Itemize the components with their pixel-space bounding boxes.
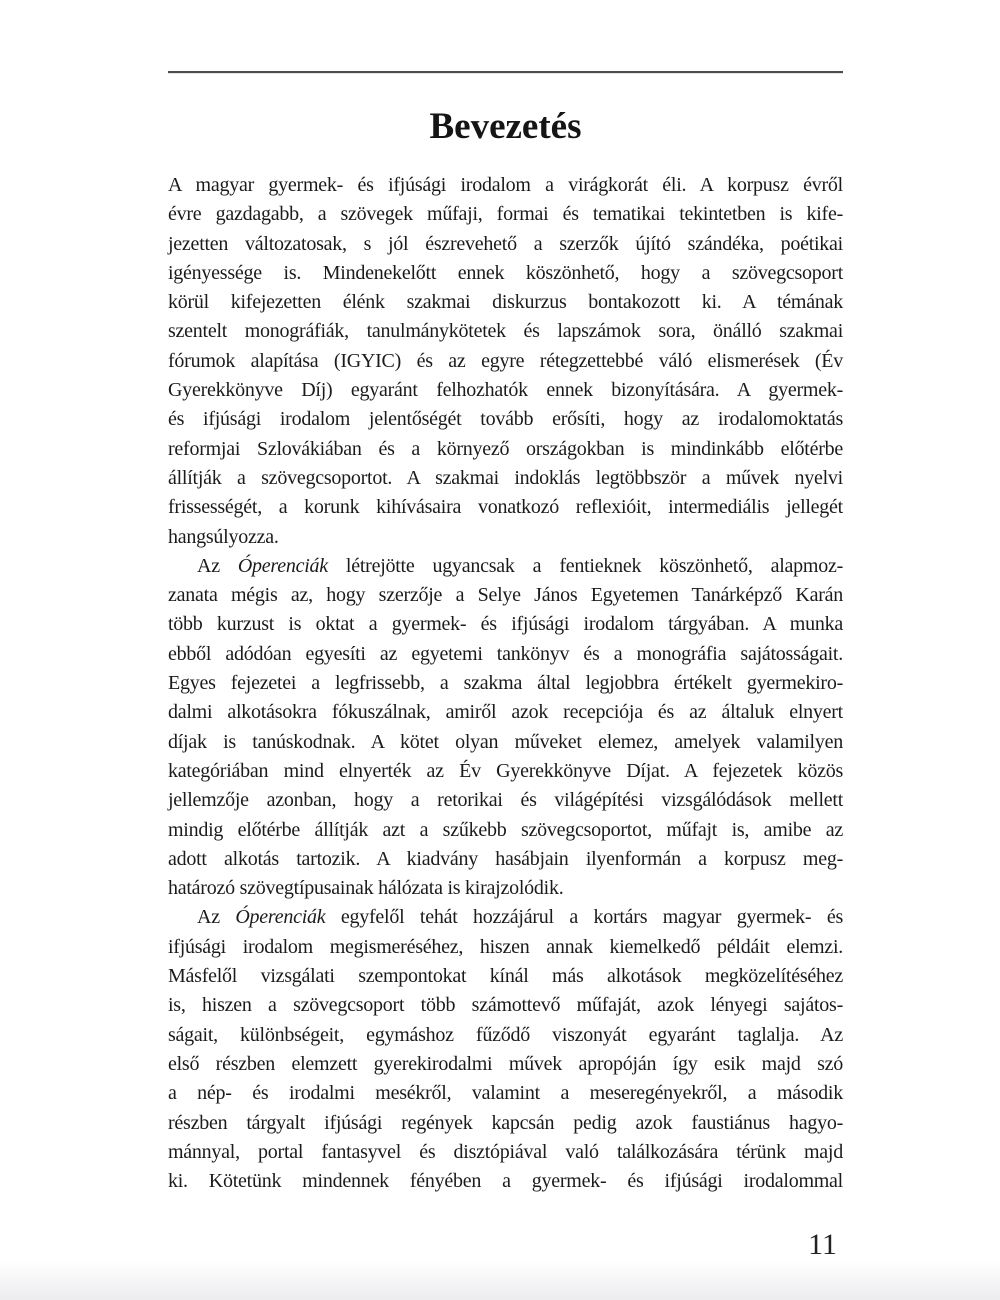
text-line: évre gazdagabb, a szövegek műfaji, formai és tematikai tekintetben is kife- xyxy=(168,203,843,226)
text-line: és ifjúsági irodalom jelentőségét tovább erősíti, hogy az irodalomoktatás xyxy=(168,408,843,431)
text-line: reformjai Szlovákiában és a környező országokban is mindinkább előtérbe xyxy=(168,437,843,460)
text-line: Az Óperenciák létrejötte ugyancsak a fentieknek köszönhető, alapmoz- xyxy=(197,554,843,577)
text-line: első részben elemzett gyerekirodalmi művek apropóján így esik majd szó xyxy=(168,1052,843,1075)
text-line: jellemzője azonban, hogy a retorikai és világépítési vizsgálódások mellett xyxy=(168,789,843,812)
text-line: A magyar gyermek- és ifjúsági irodalom a virágkorát éli. A korpusz évről xyxy=(168,174,843,196)
text-line: Gyerekkönyve Díj) egyaránt felhozhatók ennek bizonyítására. A gyermek- xyxy=(168,379,843,402)
text-line: is, hiszen a szövegcsoport több számottevő műfaját, azok lényegi sajátos- xyxy=(168,994,843,1017)
italic-title-mention: Óperenciák xyxy=(237,554,328,577)
italic-title-mention: Óperenciák xyxy=(235,906,326,929)
text-line: igényessége is. Mindenekelőtt ennek köszönhető, hogy a szövegcsoport xyxy=(168,261,843,284)
text-line: kategóriában mind elnyerték az Év Gyerekkönyve Díjat. A fejezetek közös xyxy=(168,759,843,782)
paragraph xyxy=(168,903,843,1196)
text-line: állítják a szövegcsoportot. A szakmai indoklás legtöbbször a művek nyelvi xyxy=(168,466,843,489)
text-line: a nép- és irodalmi mesékről, valamint a meseregényekről, a második xyxy=(168,1082,843,1105)
text-line: mánnyal, portal fantasyvel és disztópiával való találkozására térünk majd xyxy=(168,1140,843,1163)
text-line: ki. Kötetünk mindennek fényében a gyermek- és ifjúsági irodalommal xyxy=(168,1170,843,1193)
text-line: hangsúlyozza. xyxy=(168,525,279,548)
text-line: fórumok alapítása (IGYIC) és az egyre rétegzettebbé váló elismerések (Év xyxy=(168,349,843,372)
text-line: mindig előtérbe állítják azt a szűkebb szövegcsoportot, műfajt is, amibe az xyxy=(168,818,843,841)
text-line: határozó szövegtípusainak hálózata is kirajzolódik. xyxy=(168,877,564,900)
chapter-title: Bevezetés xyxy=(429,105,582,147)
paragraph xyxy=(168,171,843,552)
text-line: jezetten változatosak, s jól észrevehető a szerzők újító szándéka, poétikai xyxy=(168,232,843,255)
text-line: Másfelől vizsgálati szempontokat kínál más alkotások megközelítéséhez xyxy=(168,965,843,988)
text-line: ifjúsági irodalom megismeréséhez, hiszen annak kiemelkedő példáit elemzi. xyxy=(168,935,843,958)
page-number: 11 xyxy=(808,1228,837,1261)
text-line: Egyes fejezetei a legfrissebb, a szakma által legjobbra értékelt gyermekiro- xyxy=(168,672,843,695)
text-line: több kurzust is oktat a gyermek- és ifjúsági irodalom tárgyában. A munka xyxy=(168,613,843,636)
text-line: ságait, különbségeit, egymáshoz fűződő viszonyát egyaránt taglalja. Az xyxy=(168,1023,843,1046)
body-text xyxy=(168,171,843,1196)
paragraph xyxy=(168,552,843,904)
text-line: szentelt monográfiák, tanulmánykötetek és lapszámok sora, önálló szakmai xyxy=(168,320,843,343)
text-line: zanata mégis az, hogy szerzője a Selye János Egyetemen Tanárképző Karán xyxy=(168,584,843,607)
text-line: díjak is tanúskodnak. A kötet olyan műveket elemez, amelyek valamilyen xyxy=(168,730,843,753)
text-line: dalmi alkotásokra fókuszálnak, amiről azok recepciója és az általuk elnyert xyxy=(168,701,843,724)
text-line: Az Óperenciák egyfelől tehát hozzájárul a kortárs magyar gyermek- és xyxy=(197,906,843,929)
text-line: részben tárgyalt ifjúsági regények kapcsán pedig azok faustiánus hagyo- xyxy=(168,1111,843,1134)
text-line: ebből adódóan egyesíti az egyetemi tankönyv és a monográfia sajátosságait. xyxy=(168,642,843,665)
text-line: frissességét, a korunk kihívásaira vonatkozó reflexióit, intermediális jellegét xyxy=(168,496,843,519)
text-line: körül kifejezetten élénk szakmai diskurzus bontakozott ki. A témának xyxy=(168,291,843,314)
text-line: adott alkotás tartozik. A kiadvány hasábjain ilyenformán a korpusz meg- xyxy=(168,847,843,870)
header-rule xyxy=(168,71,843,74)
